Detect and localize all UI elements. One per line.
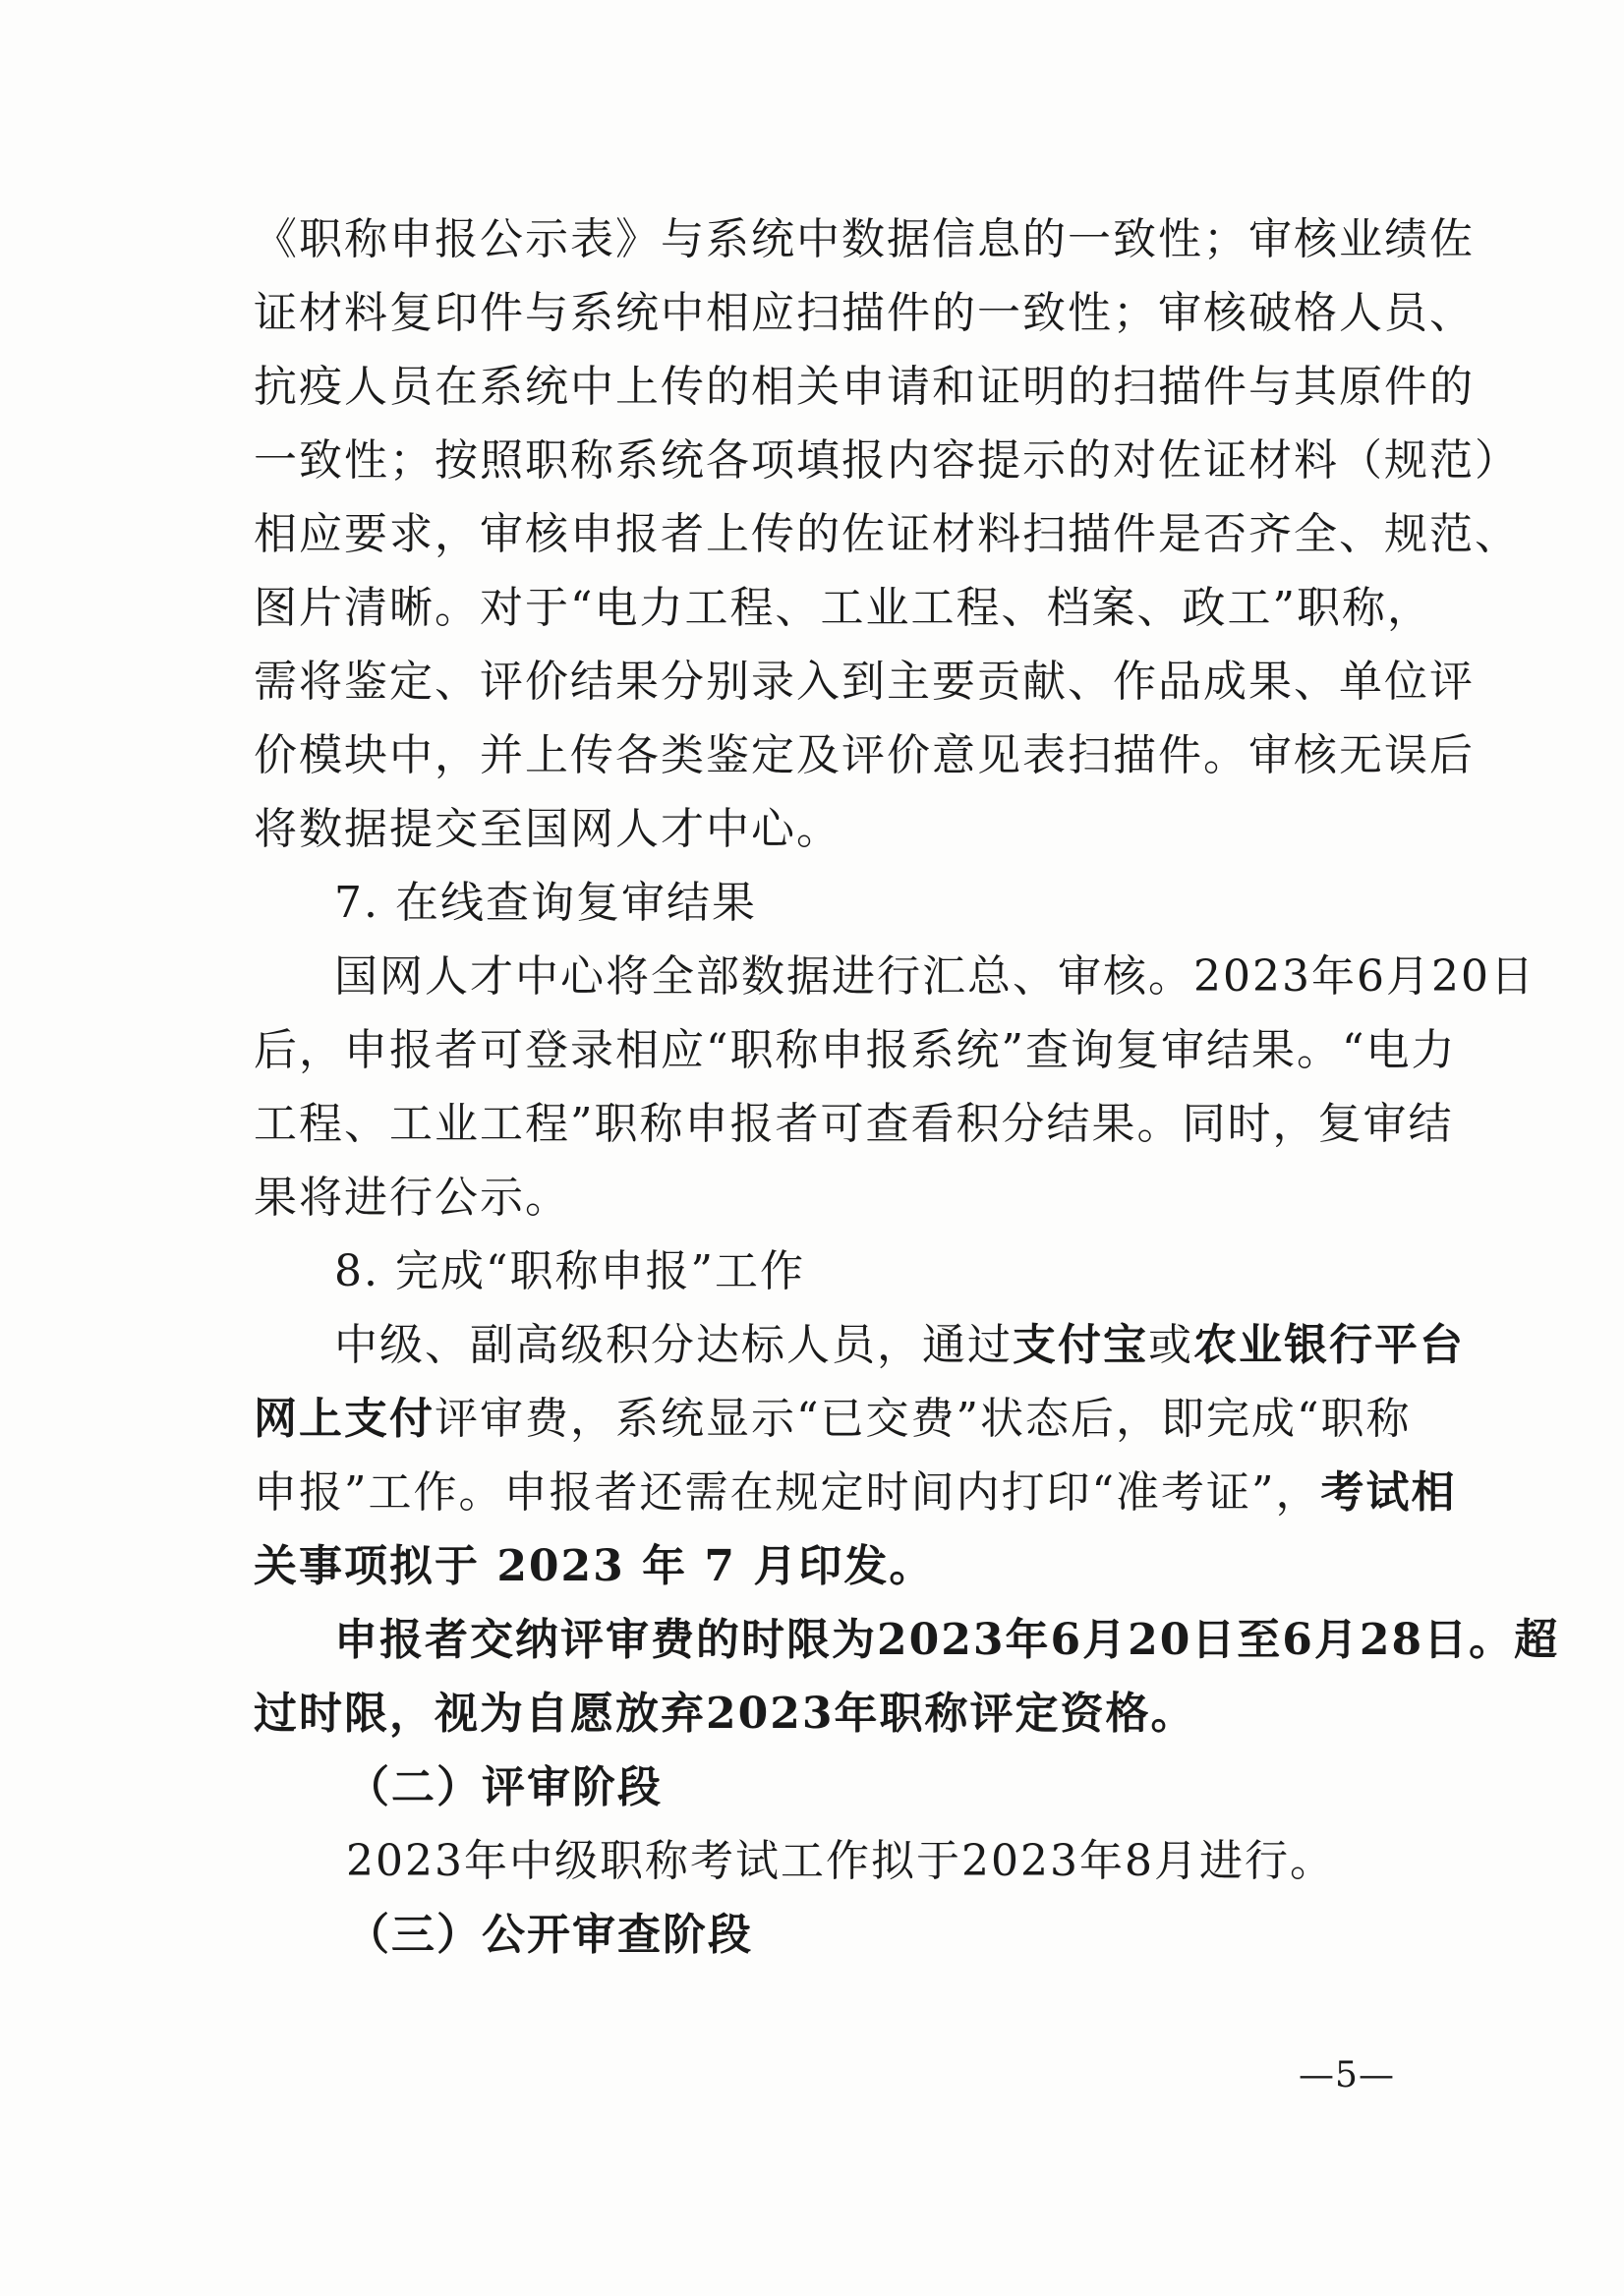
text-run: 或 bbox=[1148, 1320, 1193, 1370]
paragraph-line: 果将进行公示。 bbox=[254, 1173, 570, 1223]
section-heading-7: 7. 在线查询复审结果 bbox=[334, 878, 757, 928]
paragraph-line: 将数据提交至国网人才中心。 bbox=[254, 804, 841, 854]
paragraph-line: 价模块中，并上传各类鉴定及评价意见表扫描件。审核无误后 bbox=[254, 730, 1475, 780]
paragraph-line: 一致性；按照职称系统各项填报内容提示的对佐证材料（规范） bbox=[254, 435, 1520, 486]
payment-deadline-notice: 过时限，视为自愿放弃2023年职称评定资格。 bbox=[254, 1689, 1196, 1739]
payment-method-abc-bank: 农业银行平台 bbox=[1193, 1320, 1465, 1370]
paragraph-line bbox=[254, 1467, 1457, 1519]
payment-method-alipay: 支付宝 bbox=[1013, 1320, 1148, 1370]
paragraph-line: 《职称申报公示表》与系统中数据信息的一致性；审核业绩佐 bbox=[254, 214, 1475, 264]
paragraph-line: 工程、工业工程”职称申报者可查看积分结果。同时，复审结 bbox=[254, 1099, 1454, 1149]
section-heading-8: 8. 完成“职称申报”工作 bbox=[334, 1246, 805, 1296]
stage-heading-public-review: （三）公开审查阶段 bbox=[346, 1910, 753, 1960]
paragraph-line bbox=[254, 1394, 1412, 1445]
text-run: 申报”工作。申报者还需在规定时间内打印“准考证”， bbox=[254, 1467, 1321, 1518]
paragraph-line: 证材料复印件与系统中相应扫描件的一致性；审核破格人员、 bbox=[254, 288, 1475, 338]
paragraph-line: 后，申报者可登录相应“职称申报系统”查询复审结果。“电力 bbox=[254, 1025, 1457, 1075]
paragraph-line: 抗疫人员在系统中上传的相关申请和证明的扫描件与其原件的 bbox=[254, 362, 1475, 412]
paragraph-line: 国网人才中心将全部数据进行汇总、审核。2023年6月20日 bbox=[334, 951, 1536, 1002]
paragraph-line: 需将鉴定、评价结果分别录入到主要贡献、作品成果、单位评 bbox=[254, 657, 1475, 707]
paragraph-line bbox=[334, 1320, 1465, 1371]
exam-notice-text: 考试相 bbox=[1320, 1467, 1457, 1518]
paragraph-line: 关事项拟于 2023 年 7 月印发。 bbox=[254, 1541, 935, 1591]
payment-deadline-notice: 申报者交纳评审费的时限为2023年6月20日至6月28日。超 bbox=[334, 1615, 1560, 1665]
text-run: 评审费，系统显示“已交费”状态后，即完成“职称 bbox=[435, 1394, 1412, 1444]
paragraph-line: 图片清晰。对于“电力工程、工业工程、档案、政工”职称， bbox=[254, 583, 1432, 633]
stage-text-review: 2023年中级职称考试工作拟于2023年8月进行。 bbox=[346, 1836, 1335, 1886]
text-run: 中级、副高级积分达标人员，通过 bbox=[334, 1320, 1013, 1370]
stage-heading-review: （二）评审阶段 bbox=[346, 1762, 663, 1812]
online-payment-text: 网上支付 bbox=[254, 1394, 435, 1444]
page-number: —5— bbox=[1299, 2055, 1395, 2095]
paragraph-line: 相应要求，审核申报者上传的佐证材料扫描件是否齐全、规范、 bbox=[254, 509, 1520, 559]
